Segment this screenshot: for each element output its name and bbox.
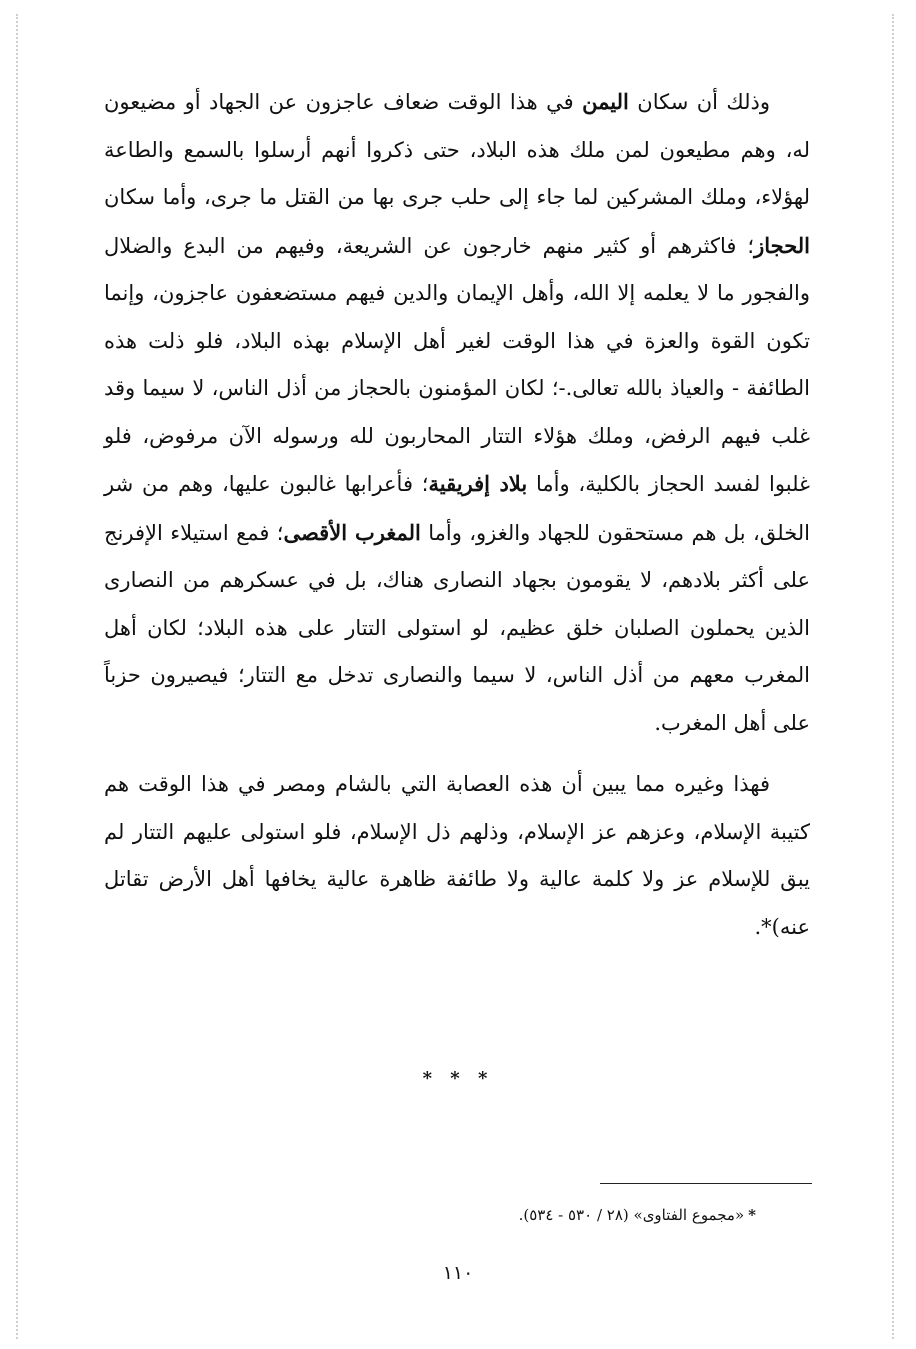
place-name: الحجاز bbox=[754, 232, 810, 258]
paragraph-2: فهذا وغيره مما يبين أن هذه العصابة التي بالشام ومصر في هذا الوقت هم كتيبة الإسلام، وعزهم عز الإسلام، وذلهم ذل الإسلام، فلو استولى عليهم التتار لم يبق للإسلام عز ولا كلمة عالية ولا طائفة ظاهرة عالية يخافها أهل الأرض تقاتل عنه)*. bbox=[104, 772, 810, 939]
footnote-marker: * bbox=[748, 1206, 756, 1224]
footnote-rule bbox=[600, 1183, 812, 1184]
footnote-text: «مجموع الفتاوى» (٢٨ / ٥٣٠ - ٥٣٤). bbox=[518, 1206, 745, 1224]
page-number: ١١٠ bbox=[442, 1262, 474, 1284]
paragraph-1 bbox=[104, 78, 810, 747]
footnote bbox=[519, 1206, 756, 1224]
place-name: اليمن bbox=[582, 89, 629, 114]
place-name: المغرب الأقصى bbox=[283, 519, 421, 545]
text-run: ؛ فاكثرهم أو كثير منهم خارجون عن الشريعة، وفيهم من البدع والضلال والفجور ما لا يعلمه إلا الله، وأهل الإيمان والدين فيهم مستضعفون عاجزون، وإنما تكون القوة والعزة في هذا الوقت لغير أهل الإسلام بهذه البلاد، فلو ذلت هذه الطائفة - والعياذ بالله تعالى.-؛ لكان المؤمنون بالحجاز من أذل الناس، لا سيما وقد غلب فيهم الرفض، وملك هؤلاء التتار المحاربون لله ورسوله الآن مرفوض، فلو غلبوا لفسد الحجاز بالكلية، وأما bbox=[104, 233, 811, 496]
section-separator: * * * bbox=[422, 1068, 494, 1089]
text-run: ؛ فمع استيلاء الإفرنج على أكثر بلادهم، لا يقومون بجهاد النصارى هناك، بل في عسكرهم من النصارى الذين يحملون الصلبان خلق عظيم، لو استولى التتار على هذه البلاد؛ لكان أهل المغرب معهم من أذل الناس، لا سيما والنصارى تدخل مع التتار؛ فيصيرون حزباً على أهل المغرب. bbox=[104, 520, 810, 735]
text-run: وذلك أن سكان bbox=[628, 90, 770, 114]
body-text bbox=[104, 78, 810, 951]
text-run: ؛ فأعرابها غالبون عليها، وهم من شر الخلق، بل هم مستحقون للجهاد والغزو، وأما bbox=[104, 472, 811, 545]
text-run: في هذا الوقت ضعاف عاجزون عن الجهاد أو مضيعون له، وهم مطيعون لمن ملك هذه البلاد، حتى ذكروا أنهم أرسلوا بالسمع والطاعة لهؤلاء، وملك المشركين لما جاء إلى حلب جرى بها من القتل ما جرى، وأما سكان bbox=[104, 90, 810, 209]
place-name: بلاد إفريقية bbox=[428, 471, 528, 496]
